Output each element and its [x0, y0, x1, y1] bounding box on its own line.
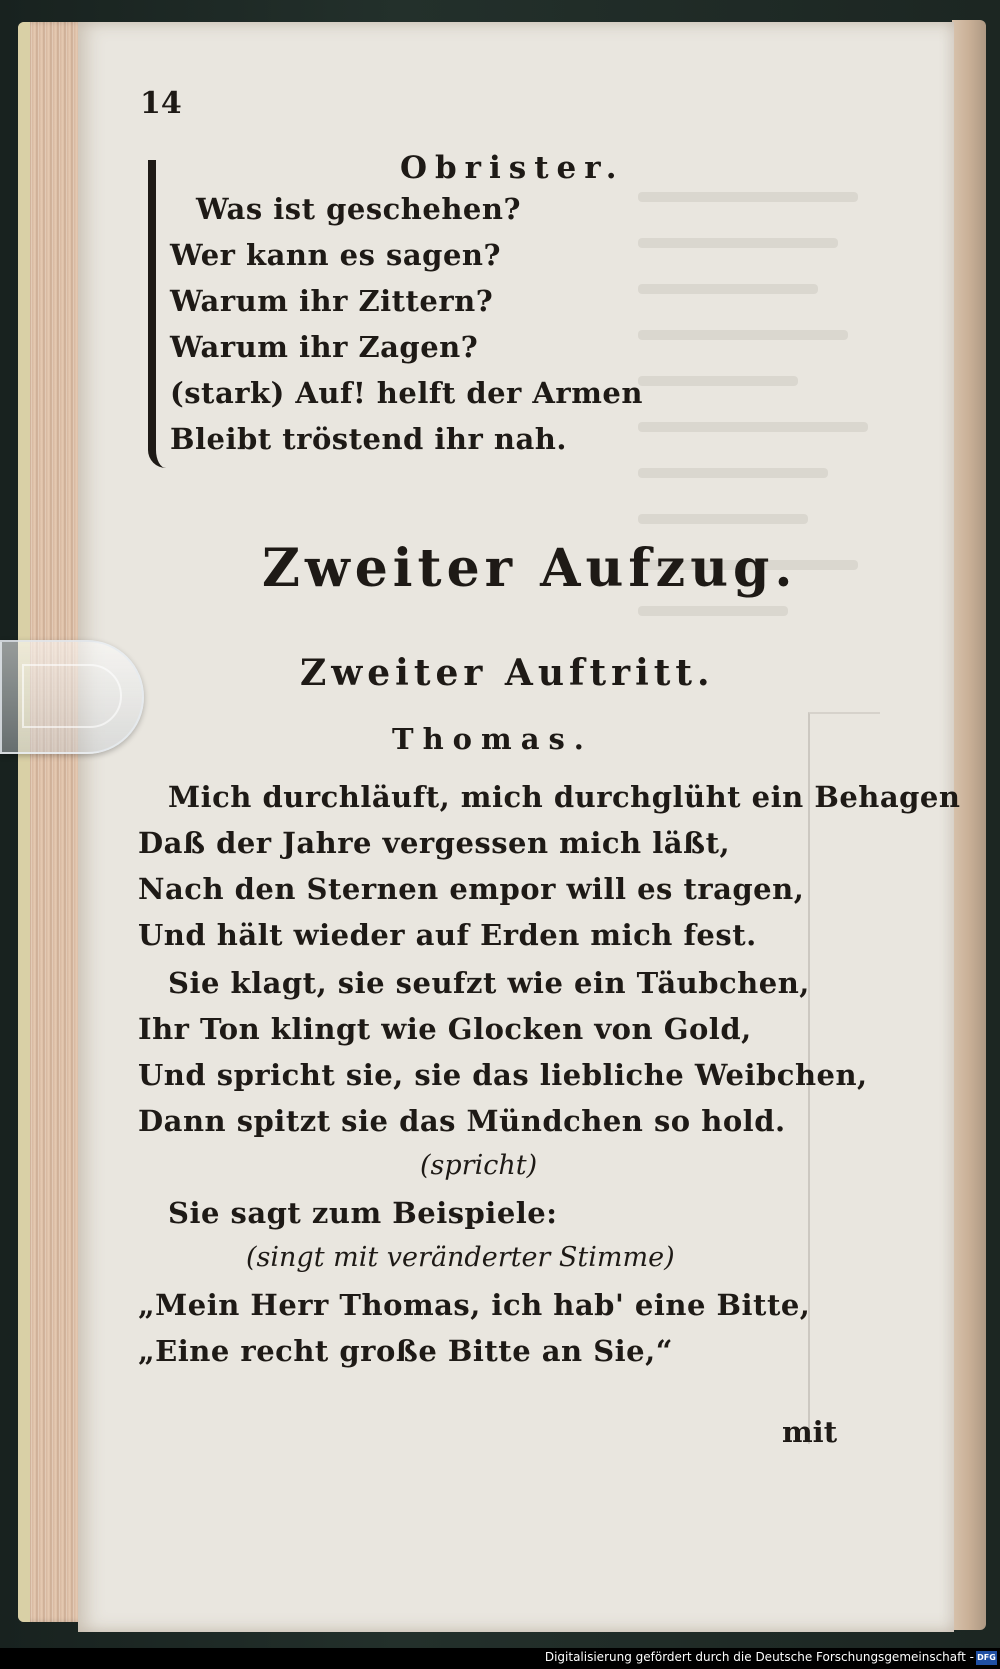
bookmark-clip-inner: [22, 664, 122, 728]
thomas-line-4: Und hält wieder auf Erden mich fest.: [138, 918, 757, 952]
obrister-line-3: Warum ihr Zittern?: [170, 284, 494, 318]
speaker-obrister: Obrister.: [400, 150, 625, 186]
page-number: 14: [140, 86, 182, 121]
stage-direction-singt: (singt mit veränderter Stimme): [246, 1242, 675, 1273]
right-page-stack: [952, 20, 986, 1630]
thomas-spoken-line: Sie sagt zum Beispiele:: [168, 1196, 558, 1230]
act-title: Zweiter Aufzug.: [262, 538, 798, 599]
obrister-line-5: (stark) Auf! helft der Armen: [170, 376, 643, 410]
thomas-line-6: Ihr Ton klingt wie Glocken von Gold,: [138, 1012, 752, 1046]
footer-credit: Digitalisierung gefördert durch die Deutsche Forschungsgemeinschaft -: [544, 1650, 974, 1664]
thomas-quote-2: „Eine recht große Bitte an Sie,“: [138, 1334, 673, 1368]
footer-bar: [0, 1648, 1000, 1669]
stage-direction-spricht: (spricht): [420, 1150, 538, 1181]
obrister-line-1: Was ist geschehen?: [196, 192, 521, 226]
obrister-line-6: Bleibt tröstend ihr nah.: [170, 422, 567, 456]
obrister-line-4: Warum ihr Zagen?: [170, 330, 479, 364]
thomas-line-5: Sie klagt, sie seufzt wie ein Täubchen,: [168, 966, 810, 1000]
speaker-thomas: Thomas.: [392, 722, 593, 756]
catchword: mit: [782, 1415, 838, 1449]
thomas-line-2: Daß der Jahre vergessen mich läßt,: [138, 826, 731, 860]
verse-bracket: [148, 160, 168, 468]
bookmark-clip: [0, 640, 144, 754]
thomas-line-8: Dann spitzt sie das Mündchen so hold.: [138, 1104, 786, 1138]
left-page-cover-edge: [18, 22, 30, 1622]
thomas-line-7: Und spricht sie, sie das liebliche Weibchen,: [138, 1058, 868, 1092]
scene-title: Zweiter Auftritt.: [300, 652, 715, 694]
thomas-line-3: Nach den Sternen empor will es tragen,: [138, 872, 805, 906]
thomas-quote-1: „Mein Herr Thomas, ich hab' eine Bitte,: [138, 1288, 811, 1322]
thomas-line-1: Mich durchläuft, mich durchglüht ein Behagen: [168, 780, 961, 814]
obrister-line-2: Wer kann es sagen?: [170, 238, 501, 272]
dfg-logo: DFG: [976, 1651, 997, 1665]
